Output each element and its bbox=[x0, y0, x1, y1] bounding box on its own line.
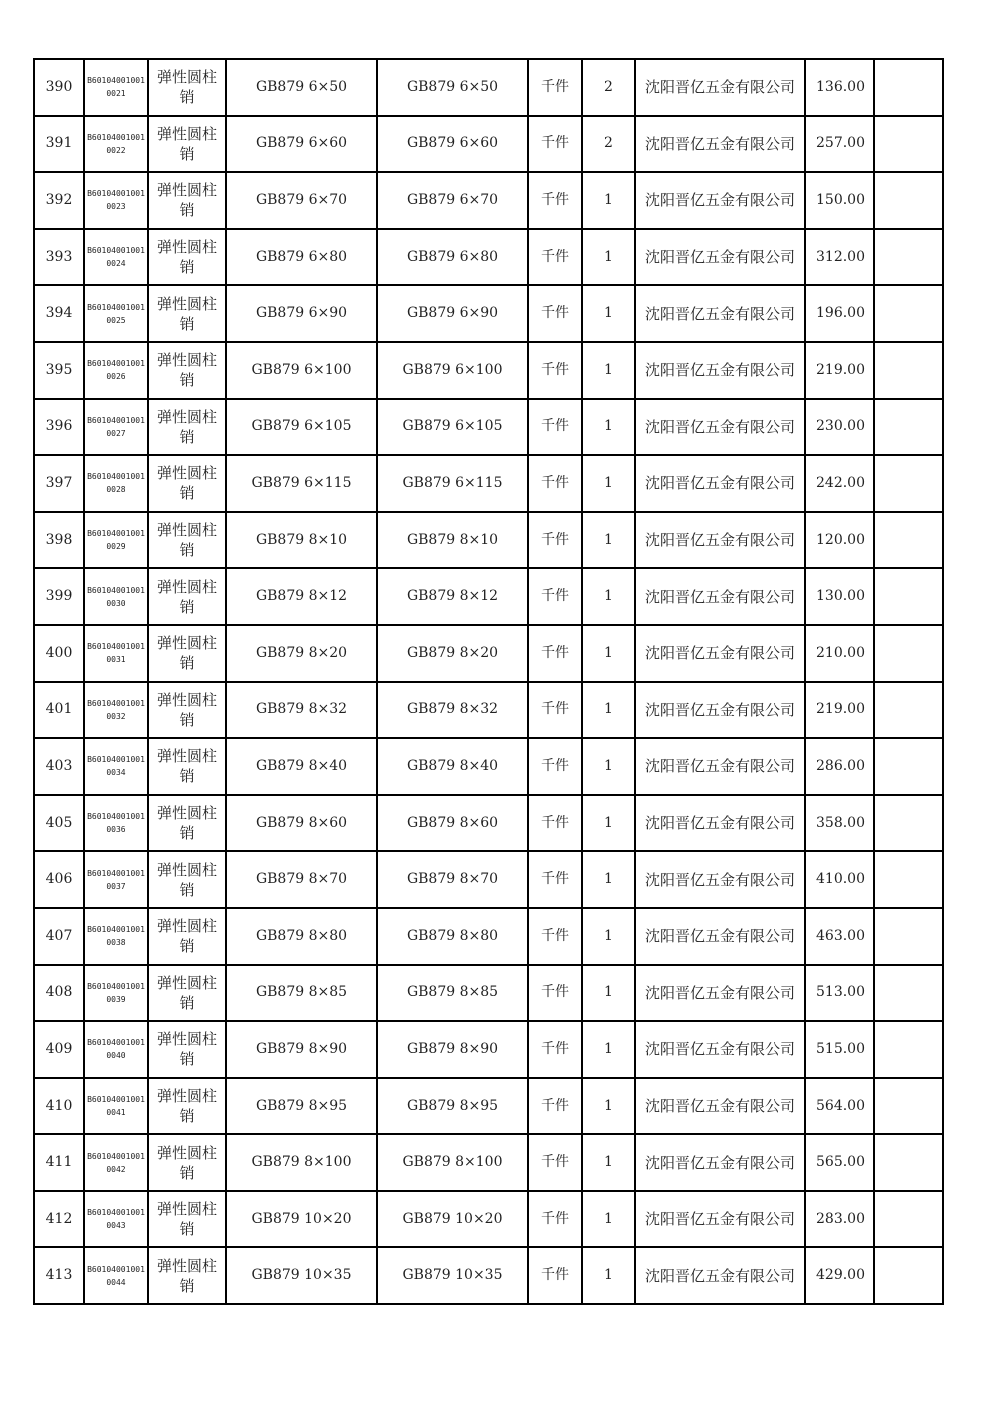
specification-cell: GB879 8×90 bbox=[226, 1021, 377, 1078]
row-number-cell: 393 bbox=[34, 229, 84, 286]
vendor-cell: 沈阳晋亿五金有限公司 bbox=[635, 455, 805, 512]
specification-cell: GB879 8×70 bbox=[226, 851, 377, 908]
unit-cell: 千件 bbox=[528, 1078, 582, 1135]
price-cell: 219.00 bbox=[805, 342, 874, 399]
material-code-cell: B601040010010030 bbox=[84, 568, 148, 625]
price-cell: 429.00 bbox=[805, 1247, 874, 1304]
table-row bbox=[34, 1191, 943, 1248]
quantity-cell: 1 bbox=[582, 455, 635, 512]
price-cell: 463.00 bbox=[805, 908, 874, 965]
model-cell: GB879 6×115 bbox=[377, 455, 528, 512]
note-cell bbox=[874, 285, 943, 342]
material-code-cell: B601040010010029 bbox=[84, 512, 148, 569]
table-row bbox=[34, 285, 943, 342]
row-number-cell: 392 bbox=[34, 172, 84, 229]
row-number-cell: 399 bbox=[34, 568, 84, 625]
specification-cell: GB879 6×80 bbox=[226, 229, 377, 286]
vendor-cell: 沈阳晋亿五金有限公司 bbox=[635, 512, 805, 569]
price-cell: 564.00 bbox=[805, 1078, 874, 1135]
material-code-cell: B601040010010041 bbox=[84, 1078, 148, 1135]
table-row bbox=[34, 59, 943, 116]
model-cell: GB879 8×40 bbox=[377, 738, 528, 795]
unit-cell: 千件 bbox=[528, 1191, 582, 1248]
unit-cell: 千件 bbox=[528, 512, 582, 569]
row-number-cell: 405 bbox=[34, 795, 84, 852]
vendor-cell: 沈阳晋亿五金有限公司 bbox=[635, 399, 805, 456]
table-row bbox=[34, 342, 943, 399]
vendor-cell: 沈阳晋亿五金有限公司 bbox=[635, 116, 805, 173]
item-name-cell: 弹性圆柱销 bbox=[148, 568, 226, 625]
specification-cell: GB879 8×95 bbox=[226, 1078, 377, 1135]
row-number-cell: 403 bbox=[34, 738, 84, 795]
material-code-cell: B601040010010027 bbox=[84, 399, 148, 456]
item-name-cell: 弹性圆柱销 bbox=[148, 851, 226, 908]
vendor-cell: 沈阳晋亿五金有限公司 bbox=[635, 342, 805, 399]
item-name-cell: 弹性圆柱销 bbox=[148, 965, 226, 1022]
specification-cell: GB879 8×85 bbox=[226, 965, 377, 1022]
quantity-cell: 1 bbox=[582, 1247, 635, 1304]
note-cell bbox=[874, 172, 943, 229]
row-number-cell: 396 bbox=[34, 399, 84, 456]
specification-cell: GB879 6×50 bbox=[226, 59, 377, 116]
vendor-cell: 沈阳晋亿五金有限公司 bbox=[635, 568, 805, 625]
material-code-cell: B601040010010021 bbox=[84, 59, 148, 116]
quantity-cell: 1 bbox=[582, 851, 635, 908]
row-number-cell: 397 bbox=[34, 455, 84, 512]
material-code-cell: B601040010010034 bbox=[84, 738, 148, 795]
vendor-cell: 沈阳晋亿五金有限公司 bbox=[635, 682, 805, 739]
model-cell: GB879 8×70 bbox=[377, 851, 528, 908]
table-row bbox=[34, 1078, 943, 1135]
price-cell: 257.00 bbox=[805, 116, 874, 173]
unit-cell: 千件 bbox=[528, 625, 582, 682]
item-name-cell: 弹性圆柱销 bbox=[148, 116, 226, 173]
item-name-cell: 弹性圆柱销 bbox=[148, 59, 226, 116]
item-name-cell: 弹性圆柱销 bbox=[148, 1078, 226, 1135]
row-number-cell: 409 bbox=[34, 1021, 84, 1078]
table-body bbox=[34, 59, 943, 1304]
quantity-cell: 1 bbox=[582, 682, 635, 739]
quantity-cell: 1 bbox=[582, 625, 635, 682]
table-row bbox=[34, 1134, 943, 1191]
table-row bbox=[34, 229, 943, 286]
material-code-cell: B601040010010024 bbox=[84, 229, 148, 286]
note-cell bbox=[874, 1247, 943, 1304]
table-row bbox=[34, 851, 943, 908]
row-number-cell: 413 bbox=[34, 1247, 84, 1304]
quantity-cell: 1 bbox=[582, 795, 635, 852]
quantity-cell: 2 bbox=[582, 116, 635, 173]
note-cell bbox=[874, 59, 943, 116]
specification-cell: GB879 6×105 bbox=[226, 399, 377, 456]
unit-cell: 千件 bbox=[528, 285, 582, 342]
unit-cell: 千件 bbox=[528, 229, 582, 286]
specification-cell: GB879 8×20 bbox=[226, 625, 377, 682]
model-cell: GB879 10×35 bbox=[377, 1247, 528, 1304]
note-cell bbox=[874, 1021, 943, 1078]
price-cell: 513.00 bbox=[805, 965, 874, 1022]
item-name-cell: 弹性圆柱销 bbox=[148, 229, 226, 286]
specification-cell: GB879 8×80 bbox=[226, 908, 377, 965]
item-name-cell: 弹性圆柱销 bbox=[148, 738, 226, 795]
specification-cell: GB879 8×32 bbox=[226, 682, 377, 739]
note-cell bbox=[874, 625, 943, 682]
model-cell: GB879 8×95 bbox=[377, 1078, 528, 1135]
row-number-cell: 412 bbox=[34, 1191, 84, 1248]
unit-cell: 千件 bbox=[528, 116, 582, 173]
note-cell bbox=[874, 965, 943, 1022]
table-row bbox=[34, 738, 943, 795]
table-row bbox=[34, 568, 943, 625]
item-name-cell: 弹性圆柱销 bbox=[148, 625, 226, 682]
note-cell bbox=[874, 1078, 943, 1135]
specification-cell: GB879 10×20 bbox=[226, 1191, 377, 1248]
model-cell: GB879 8×100 bbox=[377, 1134, 528, 1191]
unit-cell: 千件 bbox=[528, 399, 582, 456]
note-cell bbox=[874, 568, 943, 625]
note-cell bbox=[874, 1134, 943, 1191]
table-row bbox=[34, 455, 943, 512]
quantity-cell: 1 bbox=[582, 285, 635, 342]
quantity-cell: 1 bbox=[582, 1021, 635, 1078]
unit-cell: 千件 bbox=[528, 965, 582, 1022]
item-name-cell: 弹性圆柱销 bbox=[148, 512, 226, 569]
row-number-cell: 411 bbox=[34, 1134, 84, 1191]
price-cell: 515.00 bbox=[805, 1021, 874, 1078]
table-row bbox=[34, 399, 943, 456]
specification-cell: GB879 8×12 bbox=[226, 568, 377, 625]
material-code-cell: B601040010010042 bbox=[84, 1134, 148, 1191]
row-number-cell: 390 bbox=[34, 59, 84, 116]
price-cell: 210.00 bbox=[805, 625, 874, 682]
vendor-cell: 沈阳晋亿五金有限公司 bbox=[635, 908, 805, 965]
quantity-cell: 1 bbox=[582, 908, 635, 965]
row-number-cell: 391 bbox=[34, 116, 84, 173]
note-cell bbox=[874, 851, 943, 908]
table-row bbox=[34, 116, 943, 173]
price-cell: 410.00 bbox=[805, 851, 874, 908]
specification-cell: GB879 6×90 bbox=[226, 285, 377, 342]
quantity-cell: 1 bbox=[582, 1191, 635, 1248]
quantity-cell: 1 bbox=[582, 738, 635, 795]
model-cell: GB879 6×70 bbox=[377, 172, 528, 229]
model-cell: GB879 8×32 bbox=[377, 682, 528, 739]
unit-cell: 千件 bbox=[528, 172, 582, 229]
specification-cell: GB879 6×100 bbox=[226, 342, 377, 399]
table-row bbox=[34, 682, 943, 739]
item-name-cell: 弹性圆柱销 bbox=[148, 1134, 226, 1191]
specification-cell: GB879 6×115 bbox=[226, 455, 377, 512]
price-cell: 286.00 bbox=[805, 738, 874, 795]
quantity-cell: 1 bbox=[582, 342, 635, 399]
unit-cell: 千件 bbox=[528, 455, 582, 512]
model-cell: GB879 6×90 bbox=[377, 285, 528, 342]
item-name-cell: 弹性圆柱销 bbox=[148, 1191, 226, 1248]
item-name-cell: 弹性圆柱销 bbox=[148, 682, 226, 739]
material-code-cell: B601040010010032 bbox=[84, 682, 148, 739]
model-cell: GB879 8×80 bbox=[377, 908, 528, 965]
table-row bbox=[34, 965, 943, 1022]
price-cell: 358.00 bbox=[805, 795, 874, 852]
material-code-cell: B601040010010043 bbox=[84, 1191, 148, 1248]
note-cell bbox=[874, 908, 943, 965]
model-cell: GB879 6×80 bbox=[377, 229, 528, 286]
table-row bbox=[34, 625, 943, 682]
model-cell: GB879 6×60 bbox=[377, 116, 528, 173]
specification-cell: GB879 8×100 bbox=[226, 1134, 377, 1191]
item-name-cell: 弹性圆柱销 bbox=[148, 1247, 226, 1304]
unit-cell: 千件 bbox=[528, 738, 582, 795]
note-cell bbox=[874, 512, 943, 569]
vendor-cell: 沈阳晋亿五金有限公司 bbox=[635, 625, 805, 682]
model-cell: GB879 10×20 bbox=[377, 1191, 528, 1248]
material-code-cell: B601040010010039 bbox=[84, 965, 148, 1022]
material-code-cell: B601040010010023 bbox=[84, 172, 148, 229]
row-number-cell: 407 bbox=[34, 908, 84, 965]
row-number-cell: 395 bbox=[34, 342, 84, 399]
vendor-cell: 沈阳晋亿五金有限公司 bbox=[635, 59, 805, 116]
unit-cell: 千件 bbox=[528, 59, 582, 116]
model-cell: GB879 8×12 bbox=[377, 568, 528, 625]
vendor-cell: 沈阳晋亿五金有限公司 bbox=[635, 1021, 805, 1078]
price-cell: 130.00 bbox=[805, 568, 874, 625]
material-code-cell: B601040010010038 bbox=[84, 908, 148, 965]
unit-cell: 千件 bbox=[528, 1134, 582, 1191]
price-cell: 242.00 bbox=[805, 455, 874, 512]
price-cell: 120.00 bbox=[805, 512, 874, 569]
quantity-cell: 2 bbox=[582, 59, 635, 116]
price-cell: 136.00 bbox=[805, 59, 874, 116]
row-number-cell: 410 bbox=[34, 1078, 84, 1135]
item-name-cell: 弹性圆柱销 bbox=[148, 455, 226, 512]
note-cell bbox=[874, 795, 943, 852]
quantity-cell: 1 bbox=[582, 568, 635, 625]
vendor-cell: 沈阳晋亿五金有限公司 bbox=[635, 285, 805, 342]
vendor-cell: 沈阳晋亿五金有限公司 bbox=[635, 1247, 805, 1304]
note-cell bbox=[874, 229, 943, 286]
row-number-cell: 408 bbox=[34, 965, 84, 1022]
row-number-cell: 398 bbox=[34, 512, 84, 569]
model-cell: GB879 8×10 bbox=[377, 512, 528, 569]
row-number-cell: 394 bbox=[34, 285, 84, 342]
item-name-cell: 弹性圆柱销 bbox=[148, 285, 226, 342]
unit-cell: 千件 bbox=[528, 568, 582, 625]
material-code-cell: B601040010010025 bbox=[84, 285, 148, 342]
row-number-cell: 400 bbox=[34, 625, 84, 682]
unit-cell: 千件 bbox=[528, 851, 582, 908]
model-cell: GB879 6×100 bbox=[377, 342, 528, 399]
material-code-cell: B601040010010044 bbox=[84, 1247, 148, 1304]
quantity-cell: 1 bbox=[582, 1134, 635, 1191]
model-cell: GB879 8×60 bbox=[377, 795, 528, 852]
note-cell bbox=[874, 455, 943, 512]
model-cell: GB879 8×85 bbox=[377, 965, 528, 1022]
price-cell: 230.00 bbox=[805, 399, 874, 456]
table-row bbox=[34, 172, 943, 229]
quantity-cell: 1 bbox=[582, 399, 635, 456]
specification-cell: GB879 8×60 bbox=[226, 795, 377, 852]
unit-cell: 千件 bbox=[528, 682, 582, 739]
row-number-cell: 406 bbox=[34, 851, 84, 908]
unit-cell: 千件 bbox=[528, 1021, 582, 1078]
vendor-cell: 沈阳晋亿五金有限公司 bbox=[635, 851, 805, 908]
price-cell: 219.00 bbox=[805, 682, 874, 739]
quantity-cell: 1 bbox=[582, 512, 635, 569]
vendor-cell: 沈阳晋亿五金有限公司 bbox=[635, 1134, 805, 1191]
quantity-cell: 1 bbox=[582, 229, 635, 286]
specification-cell: GB879 10×35 bbox=[226, 1247, 377, 1304]
unit-cell: 千件 bbox=[528, 908, 582, 965]
price-cell: 312.00 bbox=[805, 229, 874, 286]
note-cell bbox=[874, 738, 943, 795]
vendor-cell: 沈阳晋亿五金有限公司 bbox=[635, 795, 805, 852]
item-name-cell: 弹性圆柱销 bbox=[148, 908, 226, 965]
vendor-cell: 沈阳晋亿五金有限公司 bbox=[635, 229, 805, 286]
model-cell: GB879 6×105 bbox=[377, 399, 528, 456]
price-cell: 196.00 bbox=[805, 285, 874, 342]
model-cell: GB879 8×90 bbox=[377, 1021, 528, 1078]
specification-cell: GB879 8×10 bbox=[226, 512, 377, 569]
table-row bbox=[34, 908, 943, 965]
material-code-cell: B601040010010026 bbox=[84, 342, 148, 399]
note-cell bbox=[874, 342, 943, 399]
price-cell: 565.00 bbox=[805, 1134, 874, 1191]
price-cell: 283.00 bbox=[805, 1191, 874, 1248]
item-name-cell: 弹性圆柱销 bbox=[148, 342, 226, 399]
material-code-cell: B601040010010036 bbox=[84, 795, 148, 852]
material-code-cell: B601040010010022 bbox=[84, 116, 148, 173]
table-row bbox=[34, 795, 943, 852]
note-cell bbox=[874, 682, 943, 739]
specification-cell: GB879 6×70 bbox=[226, 172, 377, 229]
price-table bbox=[33, 58, 944, 1305]
unit-cell: 千件 bbox=[528, 795, 582, 852]
vendor-cell: 沈阳晋亿五金有限公司 bbox=[635, 172, 805, 229]
quantity-cell: 1 bbox=[582, 172, 635, 229]
note-cell bbox=[874, 116, 943, 173]
quantity-cell: 1 bbox=[582, 965, 635, 1022]
material-code-cell: B601040010010037 bbox=[84, 851, 148, 908]
item-name-cell: 弹性圆柱销 bbox=[148, 399, 226, 456]
unit-cell: 千件 bbox=[528, 1247, 582, 1304]
specification-cell: GB879 8×40 bbox=[226, 738, 377, 795]
note-cell bbox=[874, 1191, 943, 1248]
model-cell: GB879 6×50 bbox=[377, 59, 528, 116]
table-row bbox=[34, 1247, 943, 1304]
table-row bbox=[34, 512, 943, 569]
price-cell: 150.00 bbox=[805, 172, 874, 229]
row-number-cell: 401 bbox=[34, 682, 84, 739]
specification-cell: GB879 6×60 bbox=[226, 116, 377, 173]
vendor-cell: 沈阳晋亿五金有限公司 bbox=[635, 965, 805, 1022]
table-row bbox=[34, 1021, 943, 1078]
item-name-cell: 弹性圆柱销 bbox=[148, 795, 226, 852]
item-name-cell: 弹性圆柱销 bbox=[148, 172, 226, 229]
material-code-cell: B601040010010031 bbox=[84, 625, 148, 682]
item-name-cell: 弹性圆柱销 bbox=[148, 1021, 226, 1078]
material-code-cell: B601040010010040 bbox=[84, 1021, 148, 1078]
vendor-cell: 沈阳晋亿五金有限公司 bbox=[635, 1078, 805, 1135]
note-cell bbox=[874, 399, 943, 456]
quantity-cell: 1 bbox=[582, 1078, 635, 1135]
material-code-cell: B601040010010028 bbox=[84, 455, 148, 512]
vendor-cell: 沈阳晋亿五金有限公司 bbox=[635, 738, 805, 795]
model-cell: GB879 8×20 bbox=[377, 625, 528, 682]
unit-cell: 千件 bbox=[528, 342, 582, 399]
vendor-cell: 沈阳晋亿五金有限公司 bbox=[635, 1191, 805, 1248]
